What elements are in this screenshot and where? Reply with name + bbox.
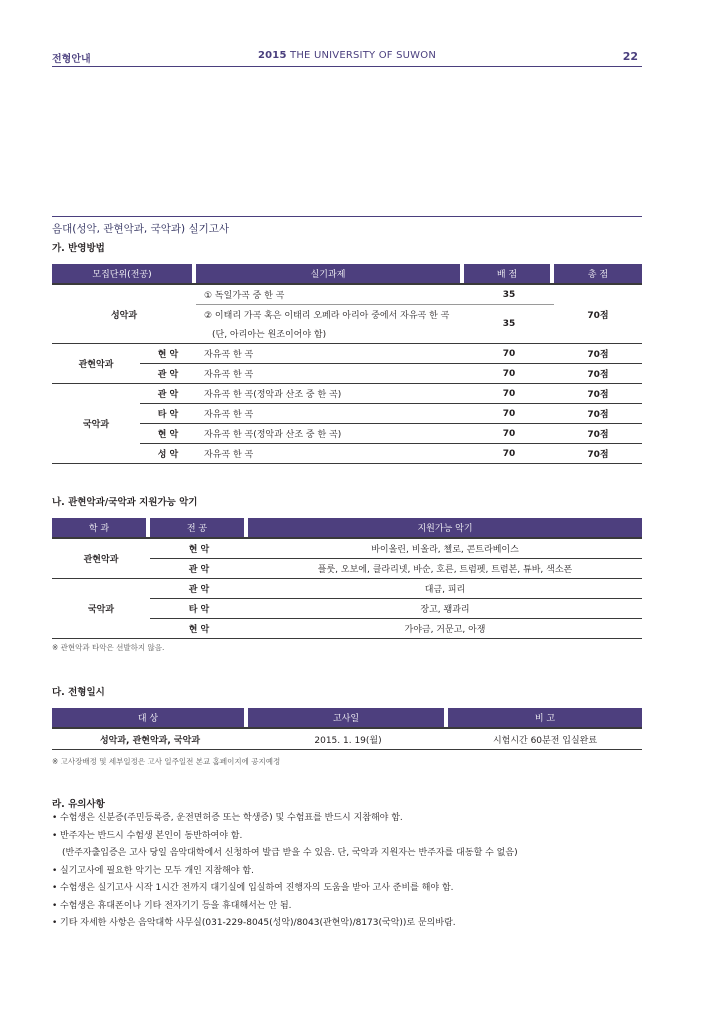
section-b-heading: 나. 관현악과/국악과 지원가능 악기: [52, 497, 198, 508]
page-header: [52, 48, 642, 70]
orch-task-wind: 자유곡 한 곡: [196, 364, 464, 384]
b-korean-inst-perc: 장고, 꽹과리: [248, 599, 642, 619]
korean-total-perc: 70점: [554, 404, 642, 424]
col-instruments: 지원가능 악기: [248, 518, 642, 537]
section-b-note: ※ 관현악과 타악은 선발하지 않음.: [52, 643, 165, 652]
korean-task-vocal: 자유곡 한 곡: [196, 444, 464, 464]
header-rule: [52, 66, 642, 67]
b-orch-dept: 관현악과: [52, 537, 150, 579]
instrument-table: [52, 518, 642, 639]
section-d-heading: 라. 유의사항: [52, 799, 105, 810]
b-orch-major-string: 현 악: [150, 537, 248, 559]
b-korean-major-wind: 관 악: [150, 579, 248, 599]
vocal-score-1: 35: [464, 283, 554, 305]
korean-score-perc: 70: [464, 404, 554, 424]
korean-major-perc: 타 악: [140, 404, 196, 424]
korean-task-string: 자유곡 한 곡(정악과 산조 중 한 곡): [196, 424, 464, 444]
vocal-task-2a: ② 이태리 가곡 혹은 이태리 오페라 아리아 중에서 자유곡 한 곡: [204, 311, 450, 321]
schedule-table: [52, 708, 642, 750]
orch-score-string: 70: [464, 344, 554, 364]
b-korean-major-string: 현 악: [150, 619, 248, 639]
korean-major-wind: 관 악: [140, 384, 196, 404]
col-unit: 모집단위(전공): [52, 264, 196, 283]
notice-item: • 반주자는 반드시 수험생 본인이 동반하여야 함.: [52, 828, 652, 846]
b-orch-inst-string: 바이올린, 비올라, 첼로, 콘트라베이스: [248, 537, 642, 559]
orch-major-wind: 관 악: [140, 364, 196, 384]
korean-score-string: 70: [464, 424, 554, 444]
section-c-note: ※ 고사장배정 및 세부일정은 고사 일주일전 본교 홈페이지에 공지예정: [52, 757, 281, 766]
korean-score-wind: 70: [464, 384, 554, 404]
korean-task-wind: 자유곡 한 곡(정악과 산조 중 한 곡): [196, 384, 464, 404]
schedule-remark: 시험시간 60분전 입실완료: [448, 727, 642, 750]
page-number: 22: [622, 50, 638, 63]
notice-item: • 실기고사에 필요한 악기는 모두 개인 지참해야 함.: [52, 863, 652, 881]
col-target: 대 상: [52, 708, 248, 727]
notice-item: • 수험생은 휴대폰이나 기타 전자기기 등을 휴대해서는 안 됨.: [52, 898, 652, 916]
col-major: 전 공: [150, 518, 248, 537]
orch-score-wind: 70: [464, 364, 554, 384]
b-orch-major-wind: 관 악: [150, 559, 248, 579]
section-a-heading: 가. 반영방법: [52, 243, 105, 254]
schedule-date: 2015. 1. 19(월): [248, 727, 448, 750]
section-title: 음대(성악, 관현악과, 국악과) 실기고사: [52, 216, 642, 236]
vocal-dept: 성악과: [52, 283, 196, 344]
korean-score-vocal: 70: [464, 444, 554, 464]
b-korean-major-perc: 타 악: [150, 599, 248, 619]
scoring-table: [52, 264, 642, 464]
notice-item: • 수험생은 실기고사 시작 1시간 전까지 대기실에 입실하여 진행자의 도움을 받아 고사 준비를 해야 함.: [52, 880, 652, 898]
col-score: 배 점: [464, 264, 554, 283]
b-korean-inst-wind: 대금, 피리: [248, 579, 642, 599]
col-dept: 학 과: [52, 518, 150, 537]
header-year: 2015: [257, 50, 287, 61]
section-c-heading: 다. 전형일시: [52, 687, 105, 698]
korean-major-vocal: 성 악: [140, 444, 196, 464]
header-title: [52, 50, 642, 61]
notice-list: [52, 810, 652, 933]
korean-total-vocal: 70점: [554, 444, 642, 464]
col-task: 실기과제: [196, 264, 464, 283]
vocal-task-2b: (단, 아리아는 원조이어야 함): [196, 324, 464, 344]
korean-dept: 국악과: [52, 384, 140, 464]
orch-total-string: 70점: [554, 344, 642, 364]
b-orch-inst-wind: 플룻, 오보에, 클라리넷, 바순, 호른, 트럼펫, 트럼본, 튜바, 색소폰: [248, 559, 642, 579]
col-total: 총 점: [554, 264, 642, 283]
korean-total-wind: 70점: [554, 384, 642, 404]
schedule-target: 성악과, 관현악과, 국악과: [52, 727, 248, 750]
orch-total-wind: 70점: [554, 364, 642, 384]
korean-total-string: 70점: [554, 424, 642, 444]
b-korean-inst-string: 가야금, 거문고, 아쟁: [248, 619, 642, 639]
vocal-score-2: 35: [464, 305, 554, 344]
header-university: THE UNIVERSITY OF SUWON: [290, 50, 436, 61]
col-remark: 비 고: [448, 708, 642, 727]
vocal-task-1: ① 독일가곡 중 한 곡: [196, 283, 464, 305]
notice-item: • 기타 자세한 사항은 음악대학 사무실(031-229-8045(성악)/8043(관현악)/8173(국악))로 문의바람.: [52, 915, 652, 933]
notice-item: • 수험생은 신분증(주민등록증, 운전면허증 또는 학생증) 및 수험표를 반드시 지참해야 함.: [52, 810, 652, 828]
b-korean-dept: 국악과: [52, 579, 150, 639]
orch-dept: 관현악과: [52, 344, 140, 384]
section-label: 전형안내: [52, 54, 91, 65]
orch-task-string: 자유곡 한 곡: [196, 344, 464, 364]
col-date: 고사일: [248, 708, 448, 727]
korean-major-string: 현 악: [140, 424, 196, 444]
orch-major-string: 현 악: [140, 344, 196, 364]
korean-task-perc: 자유곡 한 곡: [196, 404, 464, 424]
notice-continuation: (반주자출입증은 고사 당일 음악대학에서 신청하여 발급 받을 수 있음. 단, 국악과 지원자는 반주자를 대동할 수 없음): [62, 848, 518, 858]
vocal-total: 70점: [554, 283, 642, 344]
